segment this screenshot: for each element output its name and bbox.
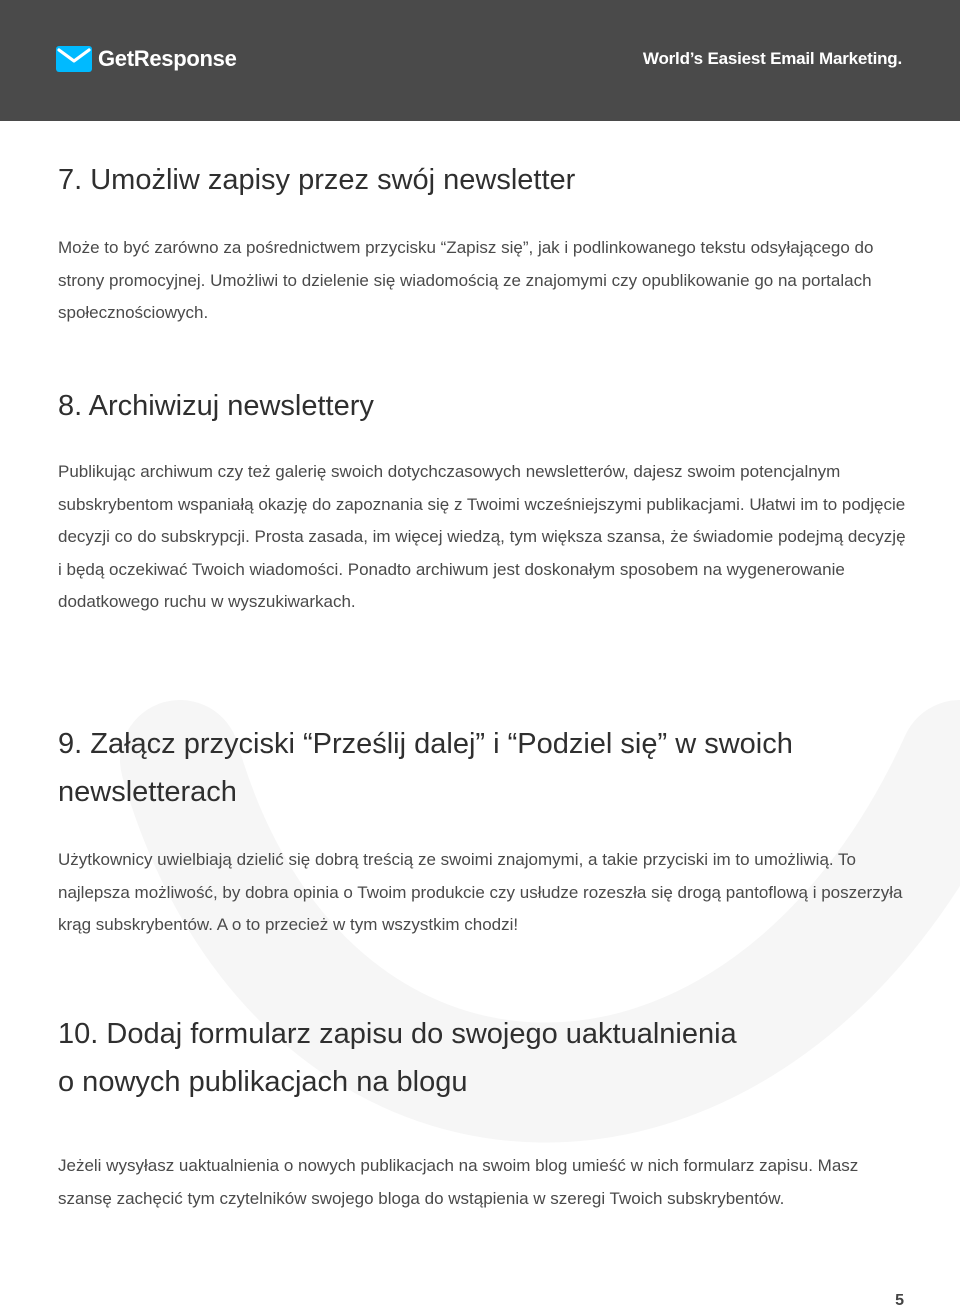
section-8-heading: 8. Archiwizuj newslettery bbox=[58, 390, 374, 422]
section-10-heading-line2: o nowych publikacjach na blogu bbox=[58, 1066, 468, 1098]
brand-logo bbox=[56, 46, 237, 72]
section-8-body: Publikując archiwum czy też galerię swoich dotychczasowych newsletterów, dajesz swoim potencjalnym subskrybentom wspaniałą okazję do zapoznania się z Twoimi wcześniejszymi publikacjami. Ułatwi im to podjęcie decyzji co do subskrypcji. Prosta zasada, im więcej wiedzą, tym większa szansa, że świadomie podejmą decyzję i będą oczekiwać Twoich wiadomości. Ponadto archiwum jest doskonałym sposobem na wygenerowanie dodatkowego ruchu w wyszukiwarkach. bbox=[58, 462, 906, 611]
section-10-heading-line1: 10. Dodaj formularz zapisu do swojego uaktualnienia bbox=[58, 1018, 737, 1050]
page-header bbox=[0, 0, 960, 121]
header-tagline: World’s Easiest Email Marketing. bbox=[642, 49, 902, 68]
envelope-check-icon bbox=[56, 46, 92, 72]
section-10-body: Jeżeli wysyłasz uaktualnienia o nowych publikacjach na swoim blog umieść w nich formularz zapisu. Masz szansę zachęcić tym czytelników swojego bloga do wstąpienia w szeregi Twoich subskrybentów. bbox=[58, 1156, 859, 1208]
section-9-heading-line1: 9. Załącz przyciski “Prześlij dalej” i “Podziel się” w swoich bbox=[58, 728, 793, 760]
page-number: 5 bbox=[895, 1292, 904, 1309]
section-7-heading: 7. Umożliw zapisy przez swój newsletter bbox=[58, 164, 576, 196]
brand-name: GetResponse bbox=[98, 46, 237, 71]
section-9-body: Użytkownicy uwielbiają dzielić się dobrą treścią ze swoimi znajomymi, a takie przyciski im to umożliwią. To najlepsza możliwość, by dobra opinia o Twoim produkcie czy usłudze rozeszła się drogą pantoflową i poszerzyła krąg subskrybentów. A o to przecież w tym wszystkim chodzi! bbox=[58, 850, 903, 934]
section-9-heading-line2: newsletterach bbox=[58, 776, 237, 808]
section-7-body: Może to być zarówno za pośrednictwem przycisku “Zapisz się”, jak i podlinkowanego tekstu odsyłającego do strony promocyjnej. Umożliwi to dzielenie się wiadomością ze znajomymi czy opublikowanie go na portalach społecznościowych. bbox=[58, 238, 874, 322]
